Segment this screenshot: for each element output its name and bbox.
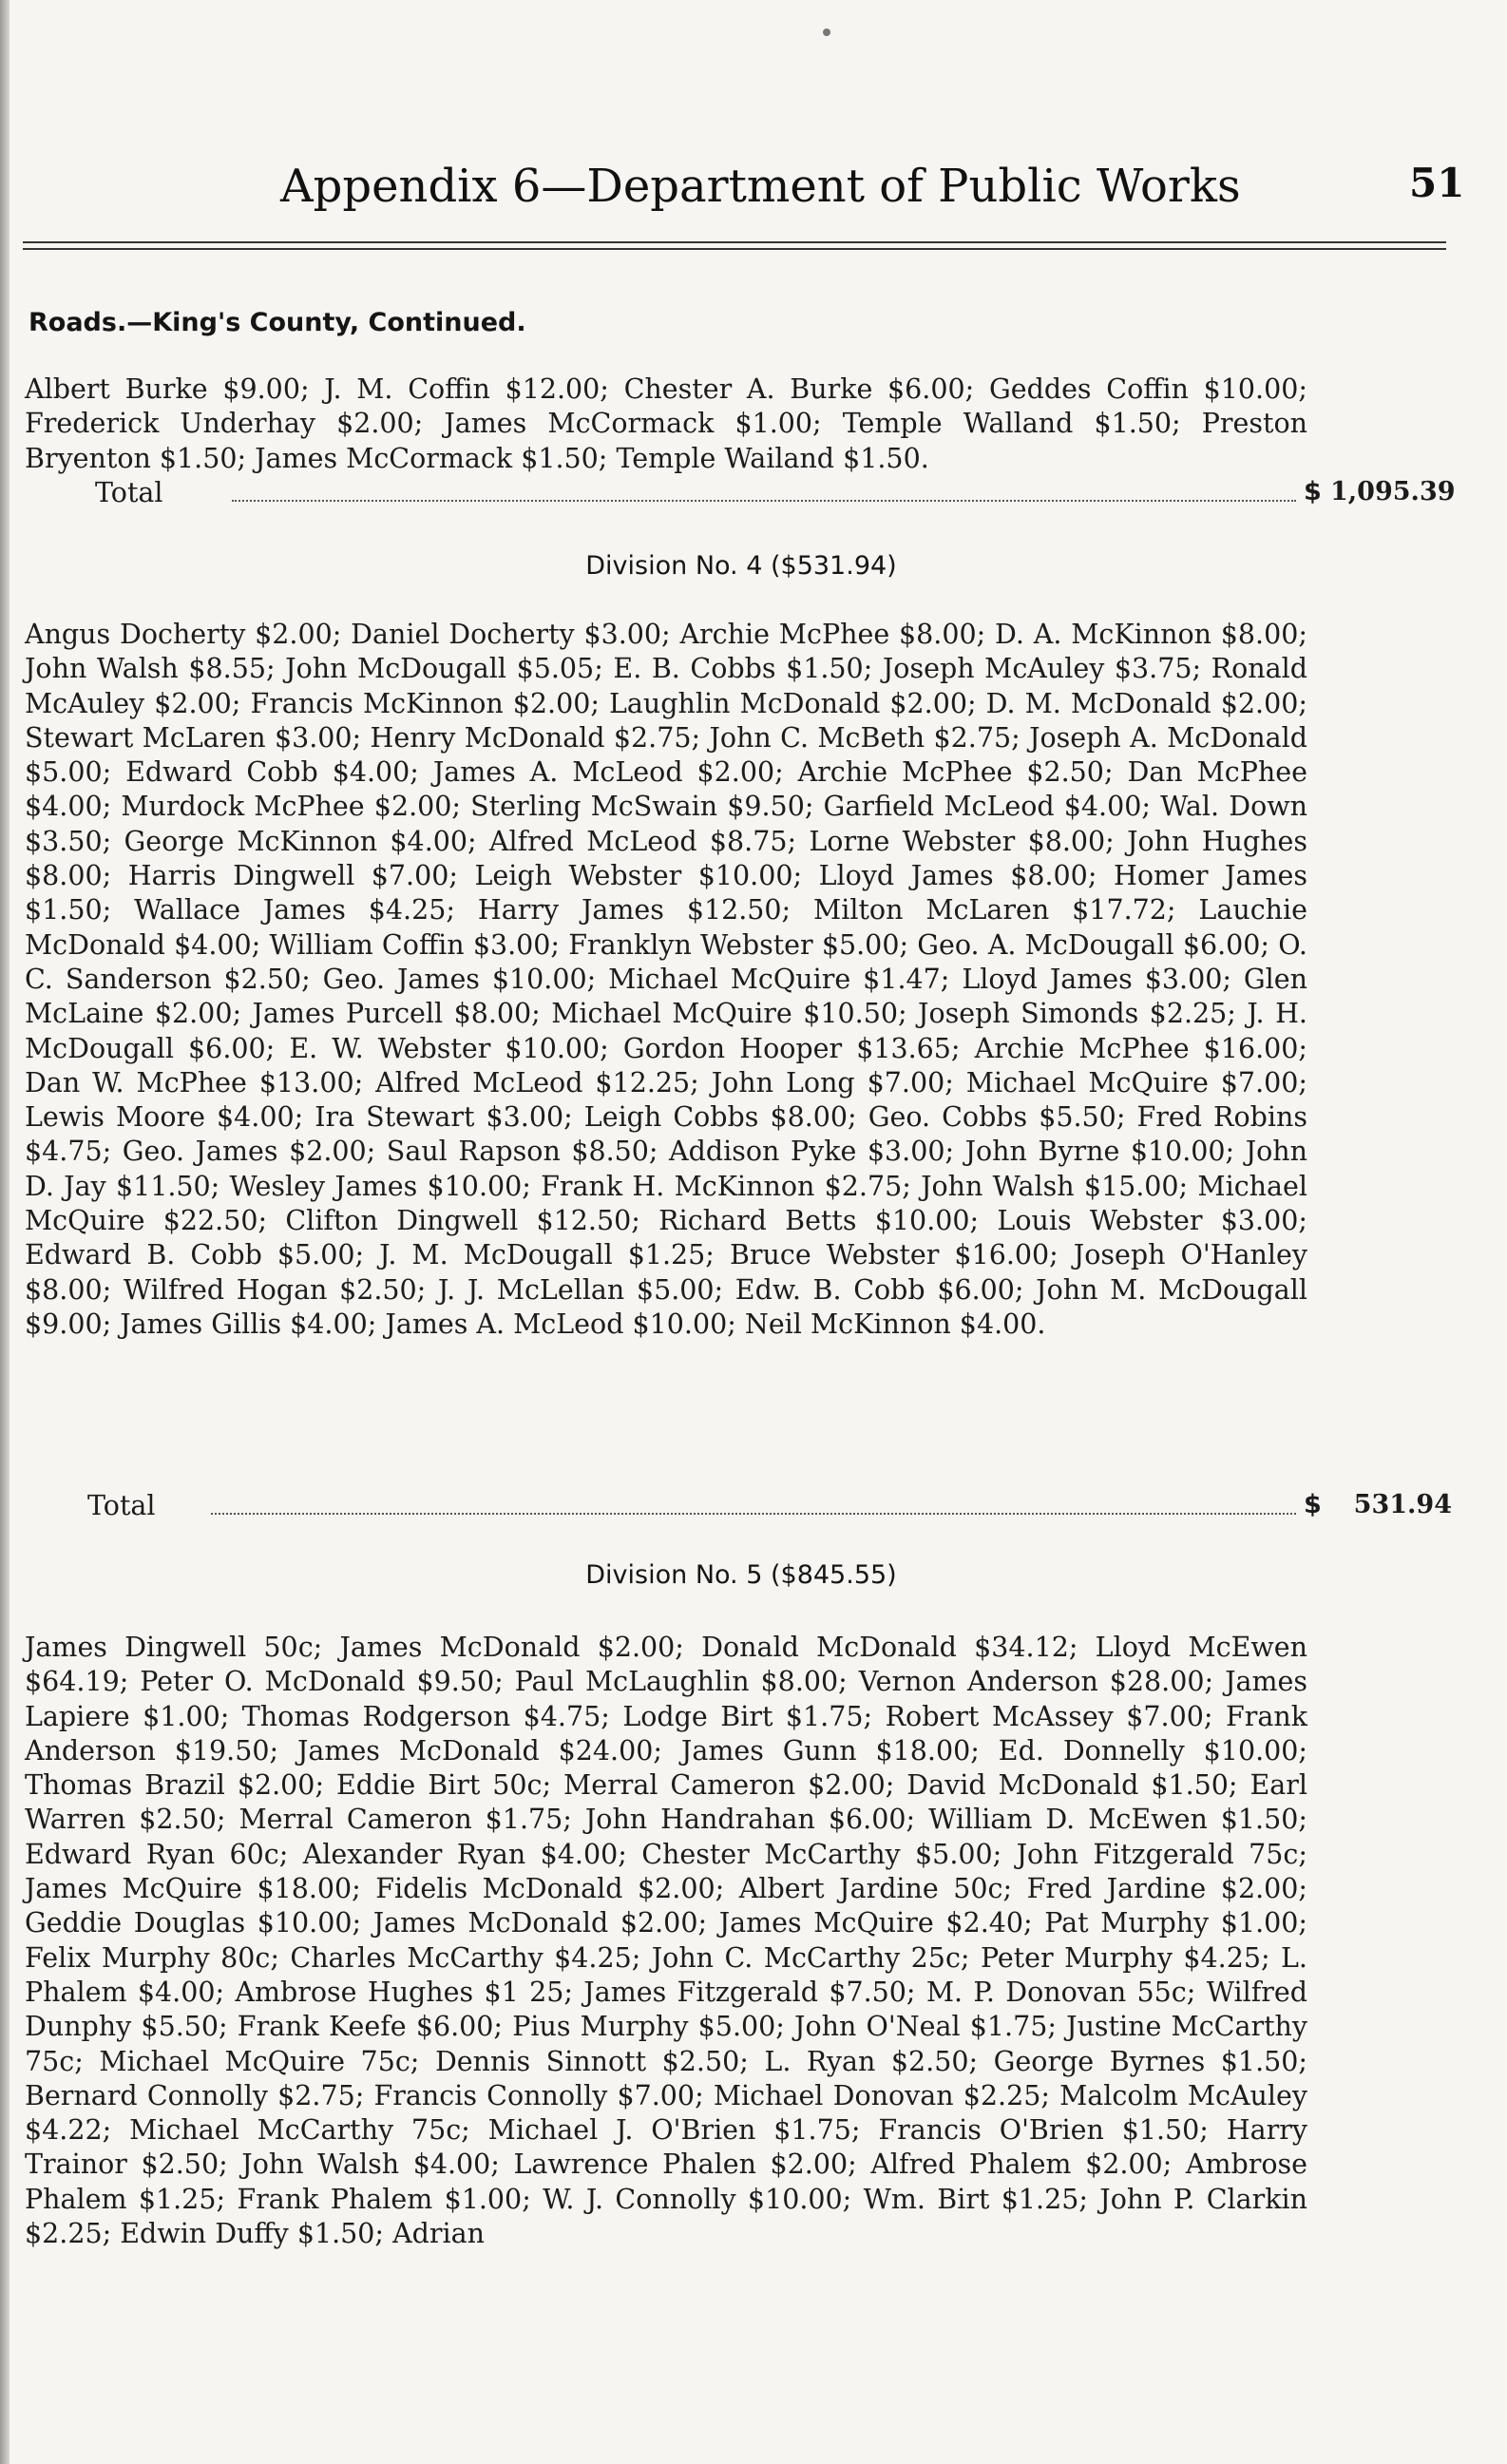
- header-rule-top: [23, 241, 1446, 243]
- print-speck: [823, 29, 830, 36]
- division-4-total-row: [0, 1490, 1507, 1524]
- header-title: Appendix 6—Department of Public Works: [280, 160, 1241, 213]
- dot-leader: [211, 1513, 1296, 1515]
- division-4-paragraph: Angus Docherty $2.00; Daniel Docherty $3.00; Archie McPhee $8.00; D. A. McKinnon $8.00; John Walsh $8.55; John McDougall $5.05; E. B. Cobbs $1.50; Joseph McAuley $3.75; Ronald McAuley $2.00; Francis McKinnon $2.00; Laughlin McDonald $2.00; D. M. McDonald $2.00; Stewart McLaren $3.00; Henry McDonald $2.75; John C. McBeth $2.75; Joseph A. McDonald $5.00; Edward Cobb $4.00; James A. McLeod $2.00; Archie McPhee $2.50; Dan McPhee $4.00; Murdock McPhee $2.00; Sterling McSwain $9.50; Garfield McLeod $4.00; Wal. Down $3.50; George McKinnon $4.00; Alfred McLeod $8.75; Lorne Webster $8.00; John Hughes $8.00; Harris Dingwell $7.00; Leigh Webster $10.00; Lloyd James $8.00; Homer James $1.50; Wallace James $4.25; Harry James $12.50; Milton McLaren $17.72; Lauchie McDonald $4.00; William Coffin $3.00; Franklyn Webster $5.00; Geo. A. McDougall $6.00; O. C. Sanderson $2.50; Geo. James $10.00; Michael McQuire $1.47; Lloyd James $3.00; Glen McLaine $2.00; James Purcell $8.00; Michael McQuire $10.50; Joseph Simonds $2.25; J. H. McDougall $6.00; E. W. Webster $10.00; Gordon Hooper $13.65; Archie McPhee $16.00; Dan W. McPhee $13.00; Alfred McLeod $12.25; John Long $7.00; Michael McQuire $7.00; Lewis Moore $4.00; Ira Stewart $3.00; Leigh Cobbs $8.00; Geo. Cobbs $5.50; Fred Robins $4.75; Geo. James $2.00; Saul Rapson $8.50; Addison Pyke $3.00; John Byrne $10.00; John D. Jay $11.50; Wesley James $10.00; Frank H. McKinnon $2.75; John Walsh $15.00; Michael McQuire $22.50; Clifton Dingwell $12.50; Richard Betts $10.00; Louis Webster $3.00; Edward B. Cobb $5.00; J. M. McDougall $1.25; Bruce Webster $16.00; Joseph O'Hanley $8.00; Wilfred Hogan $2.50; J. J. McLellan $5.00; Edw. B. Cobb $6.00; John M. McDougall $9.00; James Gillis $4.00; James A. McLeod $10.00; Neil McKinnon $4.00.: [25, 619, 1307, 1340]
- section-heading: Roads.—King's County, Continued.: [29, 308, 526, 337]
- division-4-heading: Division No. 4 ($531.94): [585, 551, 897, 581]
- header-rule-bottom: [23, 248, 1446, 250]
- total-label: Total: [87, 1490, 156, 1521]
- total-dollar-sign: $: [1304, 477, 1322, 506]
- page-number: 51: [1409, 160, 1465, 206]
- total-label: Total: [95, 477, 163, 508]
- dot-leader: [232, 500, 1296, 502]
- section-total-row: [0, 477, 1507, 511]
- section-intro-paragraph: Albert Burke $9.00; J. M. Coffin $12.00; Chester A. Burke $6.00; Geddes Coffin $10.00; Frederick Underhay $2.00; James McCormack $1.00; Temple Walland $1.50; Preston Bryenton $1.50; James McCormack $1.50; Temple Wailand $1.50.: [25, 373, 1307, 474]
- total-amount: 1,095.39: [1330, 477, 1456, 506]
- page-binding-edge: [0, 0, 10, 2464]
- running-header: [280, 160, 1465, 220]
- total-amount: 531.94: [1353, 1490, 1452, 1519]
- division-5-paragraph: James Dingwell 50c; James McDonald $2.00; Donald McDonald $34.12; Lloyd McEwen $64.19; Peter O. McDonald $9.50; Paul McLaughlin $8.00; Vernon Anderson $28.00; James Lapiere $1.00; Thomas Rodgerson $4.75; Lodge Birt $1.75; Robert McAssey $7.00; Frank Anderson $19.50; James McDonald $24.00; James Gunn $18.00; Ed. Donnelly $10.00; Thomas Brazil $2.00; Eddie Birt 50c; Merral Cameron $2.00; David McDonald $1.50; Earl Warren $2.50; Merral Cameron $1.75; John Handrahan $6.00; William D. McEwen $1.50; Edward Ryan 60c; Alexander Ryan $4.00; Chester McCarthy $5.00; John Fitzgerald 75c; James McQuire $18.00; Fidelis McDonald $2.00; Albert Jardine 50c; Fred Jardine $2.00; Geddie Douglas $10.00; James McDonald $2.00; James McQuire $2.40; Pat Murphy $1.00; Felix Murphy 80c; Charles McCarthy $4.25; John C. McCarthy 25c; Peter Murphy $4.25; L. Phalem $4.00; Ambrose Hughes $1 25; James Fitzgerald $7.50; M. P. Donovan 55c; Wilfred Dunphy $5.50; Frank Keefe $6.00; Pius Murphy $5.00; John O'Neal $1.75; Justine McCarthy 75c; Michael McQuire 75c; Dennis Sinnott $2.50; L. Ryan $2.50; George Byrnes $1.50; Bernard Connolly $2.75; Francis Connolly $7.00; Michael Donovan $2.25; Malcolm McAuley $4.22; Michael McCarthy 75c; Michael J. O'Brien $1.75; Francis O'Brien $1.50; Harry Trainor $2.50; John Walsh $4.00; Lawrence Phalen $2.00; Alfred Phalem $2.00; Ambrose Phalem $1.25; Frank Phalem $1.00; W. J. Connolly $10.00; Wm. Birt $1.25; John P. Clarkin $2.25; Edwin Duffy $1.50; Adrian: [25, 1632, 1307, 2250]
- division-5-heading: Division No. 5 ($845.55): [585, 1560, 897, 1590]
- total-dollar-sign: $: [1304, 1490, 1322, 1519]
